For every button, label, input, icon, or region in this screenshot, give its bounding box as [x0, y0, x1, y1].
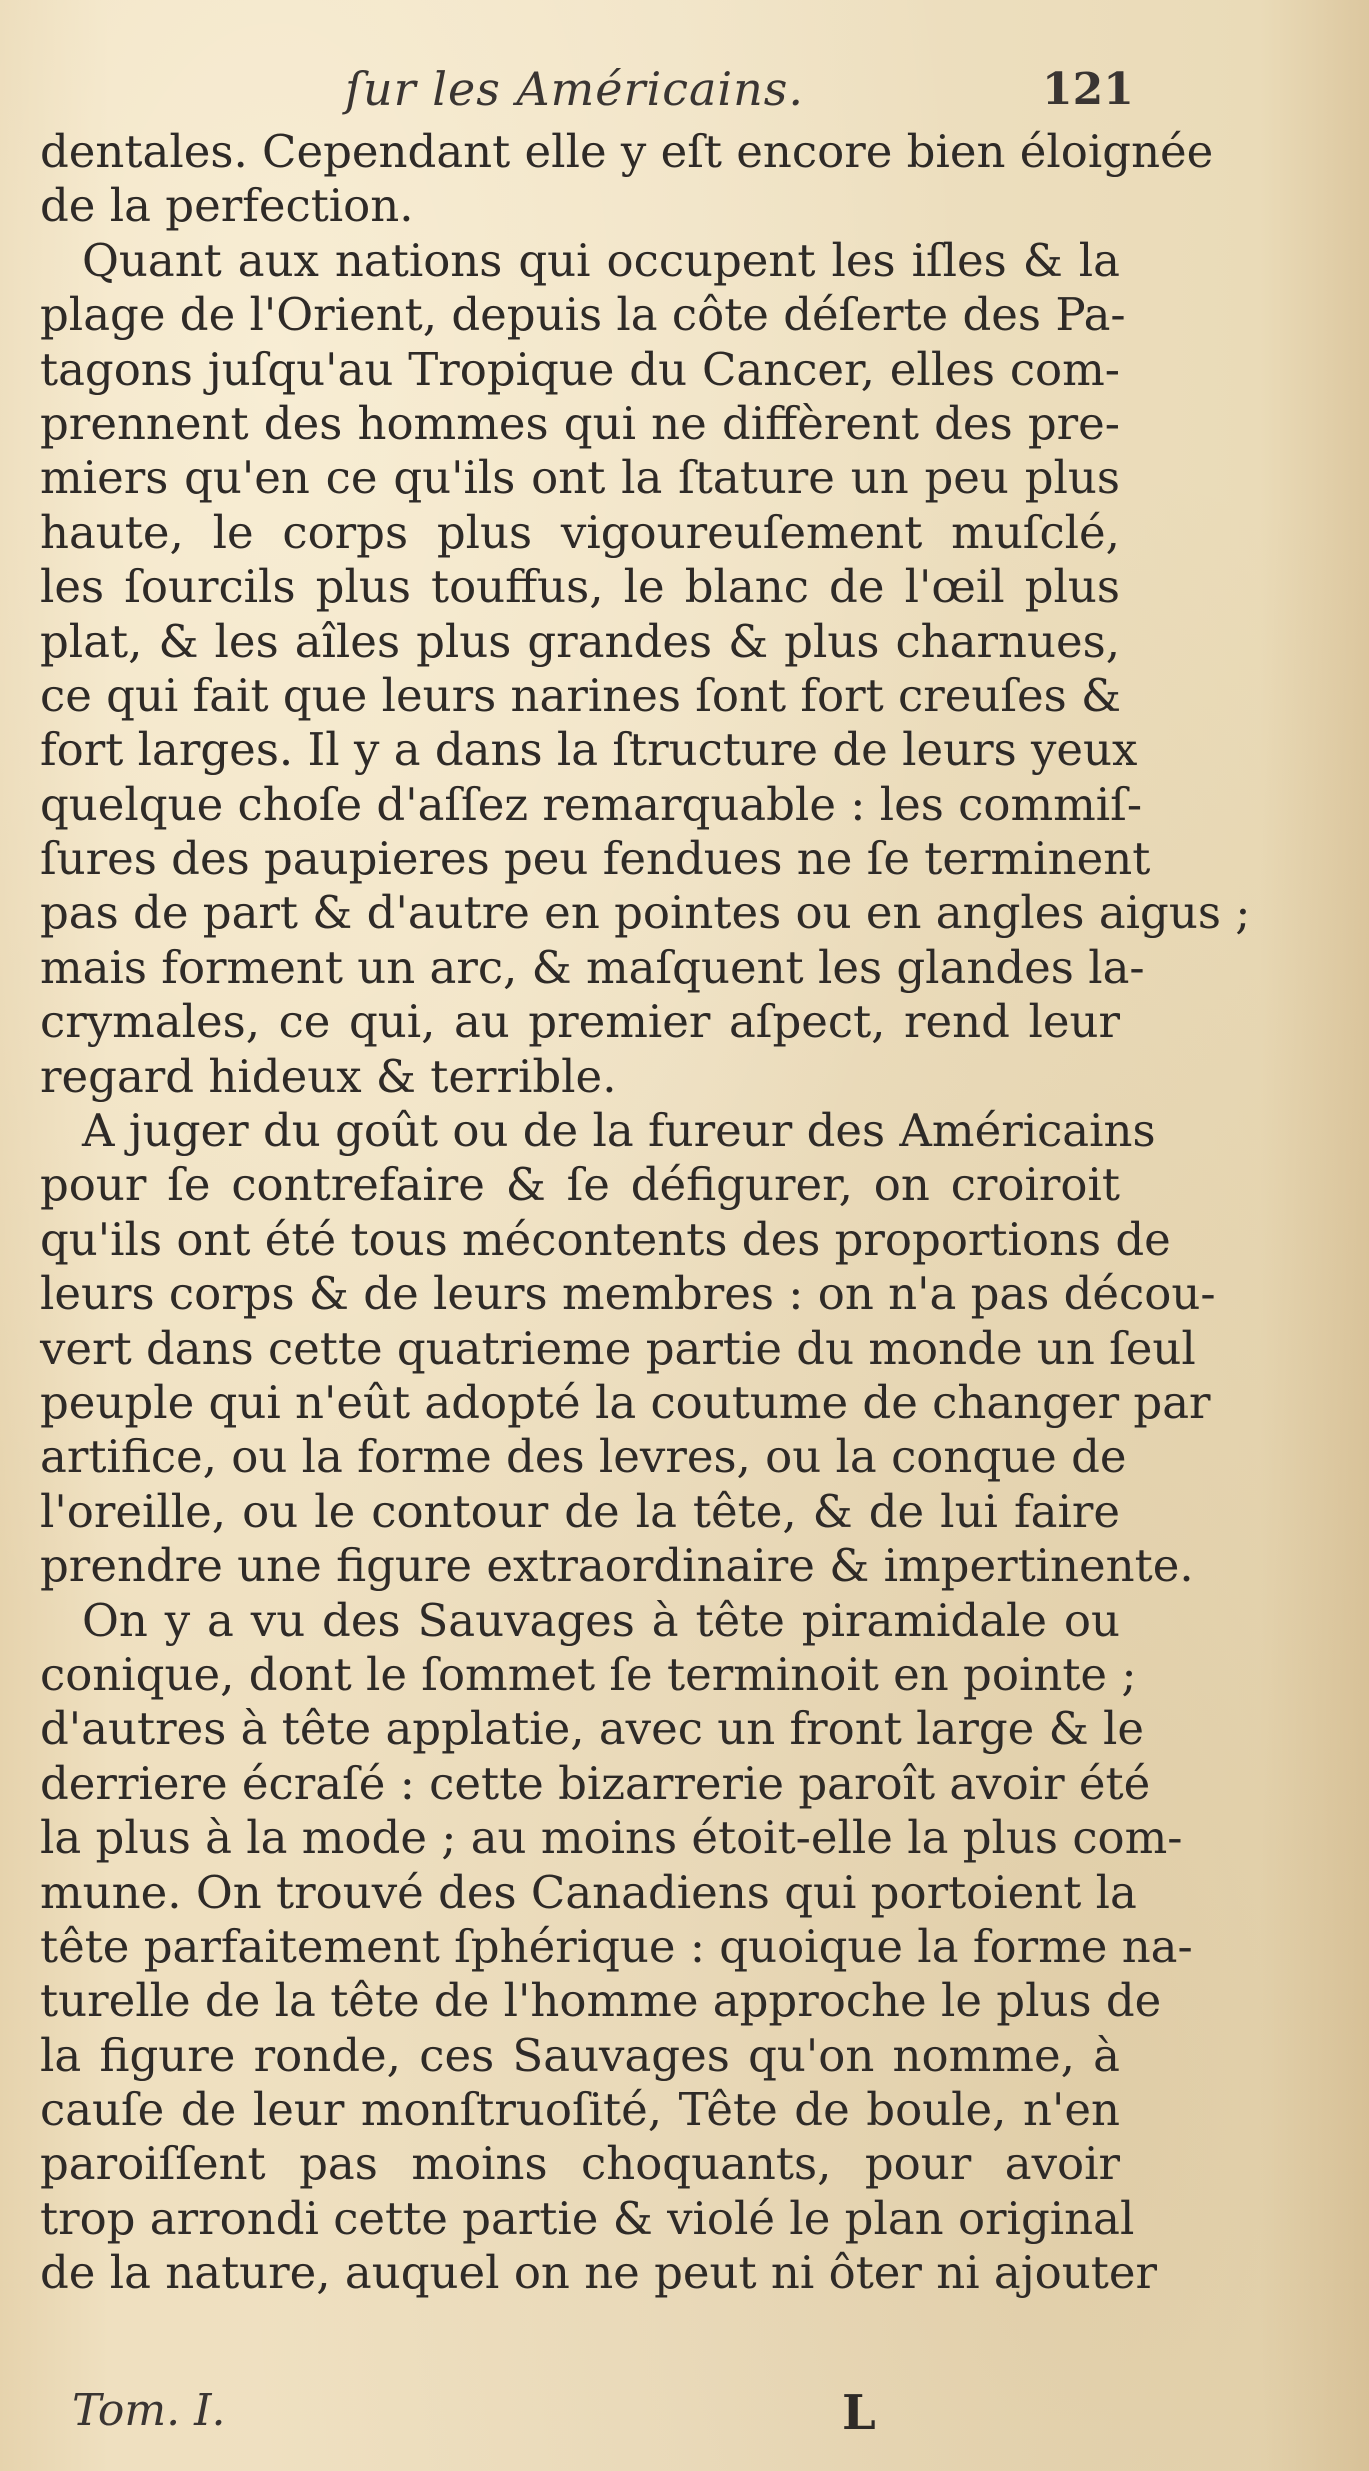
- text-line: miers qu'en ce qu'ils ont la ſtature un peu plus: [40, 451, 1120, 505]
- text-line: la figure ronde, ces Sauvages qu'on nomme, à: [40, 2028, 1120, 2082]
- text-line: artifice, ou la forme des levres, ou la conque de: [40, 1430, 1127, 1484]
- text-line: crymales, ce qui, au premier aſpect, rend leur: [40, 995, 1120, 1049]
- text-line: haute, le corps plus vigoureuſement muſclé,: [40, 505, 1120, 559]
- text-line: mune. On trouvé des Canadiens qui portoient la: [40, 1865, 1137, 1919]
- text-line: pour ſe contrefaire & ſe défigurer, on croiroit: [40, 1158, 1120, 1212]
- text-line: prennent des hommes qui ne diffèrent des pre-: [40, 396, 1120, 450]
- text-line: la plus à la mode ; au moins étoit-elle la plus com-: [40, 1811, 1183, 1865]
- text-line: qu'ils ont été tous mécontents des proportions de: [40, 1212, 1171, 1266]
- text-line: conique, dont le ſommet ſe terminoit en pointe ;: [40, 1647, 1137, 1701]
- text-line: tagons juſqu'au Tropique du Cancer, elles com-: [40, 342, 1120, 396]
- text-line: de la nature, auquel on ne peut ni ôter ni ajouter: [40, 2246, 1157, 2300]
- text-line: peuple qui n'eût adopté la coutume de changer par: [40, 1375, 1211, 1429]
- text-line: trop arrondi cette partie & violé le plan original: [40, 2191, 1135, 2245]
- text-line: turelle de la tête de l'homme approche le plus de: [40, 1974, 1162, 2028]
- page-footer: [0, 2385, 1369, 2445]
- text-line: regard hideux & terrible.: [40, 1049, 617, 1103]
- signature-mark: L: [842, 2385, 876, 2441]
- text-line: dentales. Cependant elle y eſt encore bien éloignée: [40, 125, 1214, 178]
- page-header: [0, 62, 1369, 122]
- text-line: prendre une figure extraordinaire & impertinente.: [40, 1539, 1194, 1593]
- text-line: ſures des paupieres peu fendues ne ſe terminent: [40, 832, 1151, 886]
- text-line: fort larges. Il y a dans la ſtructure de leurs yeux: [40, 723, 1138, 777]
- text-line: quelque choſe d'aſſez remarquable : les commiſ-: [40, 777, 1143, 831]
- text-line: de la perfection.: [40, 179, 414, 233]
- text-line: les ſourcils plus touffus, le blanc de l'œil plus: [40, 560, 1120, 614]
- text-line: l'oreille, ou le contour de la tête, & de lui faire: [40, 1484, 1120, 1538]
- running-head: ſur les Américains.: [345, 62, 804, 116]
- text-line: A juger du goût ou de la fureur des Américains: [82, 1104, 1156, 1158]
- text-line: derriere écraſé : cette bizarrerie paroît avoir été: [40, 1756, 1151, 1810]
- text-line: leurs corps & de leurs membres : on n'a pas décou-: [40, 1267, 1216, 1321]
- text-line: paroiſſent pas moins choquants, pour avoir: [40, 2137, 1120, 2191]
- page-number: 121: [1042, 64, 1134, 115]
- text-line: pas de part & d'autre en pointes ou en angles aigus ;: [40, 886, 1251, 940]
- text-line: Quant aux nations qui occupent les iſles & la: [82, 233, 1120, 287]
- text-line: vert dans cette quatrieme partie du monde un ſeul: [40, 1321, 1196, 1375]
- text-line: plat, & les aîles plus grandes & plus charnues,: [40, 614, 1120, 668]
- text-line: mais forment un arc, & maſquent les glandes la-: [40, 940, 1145, 994]
- text-line: plage de l'Orient, depuis la côte déſerte des Pa-: [40, 288, 1126, 342]
- body-text: [40, 125, 1251, 2301]
- text-line: tête parfaitement ſphérique : quoique la forme na-: [40, 1919, 1193, 1973]
- text-line: cauſe de leur monſtruoſité, Tête de boule, n'en: [40, 2083, 1120, 2137]
- text-line: d'autres à tête applatie, avec un front large & le: [40, 1702, 1144, 1756]
- text-line: On y a vu des Sauvages à tête piramidale ou: [82, 1593, 1120, 1647]
- volume-signature: Tom. I.: [72, 2385, 226, 2436]
- text-line: ce qui fait que leurs narines ſont fort creuſes &: [40, 668, 1122, 722]
